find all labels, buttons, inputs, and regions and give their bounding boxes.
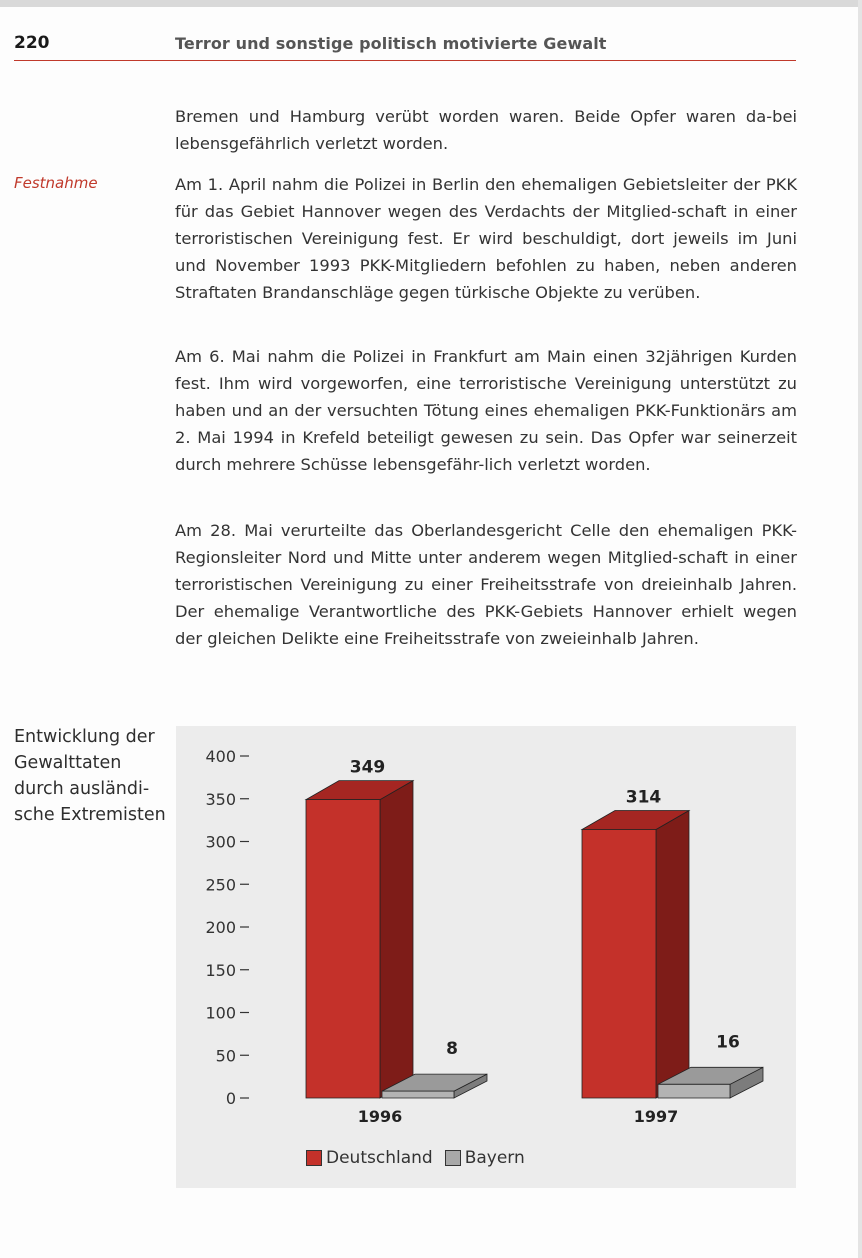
data-label-bayern: 8 <box>446 1039 458 1060</box>
legend-swatch-deutschland <box>306 1150 322 1166</box>
paragraph-3: Am 6. Mai nahm die Polizei in Frankfurt am Main einen 32jährigen Kurden fest. Ihm wird vorgeworfen, eine terroristische Vereinigung unterstützt zu haben und an der versuchten Tötung eines ehemaligen PKK-Funktionärs am 2. Mai 1994 in Krefeld beteiligt gewesen zu sein. Das Opfer war seinerzeit durch mehrere Schüsse lebensgefähr-lich verletzt worden. <box>175 347 797 474</box>
y-tick-label: 100 <box>205 1003 236 1023</box>
bar-chart <box>176 726 796 1146</box>
running-head: Terror und sonstige politisch motivierte Gewalt <box>175 34 607 53</box>
margin-note-festnahme: Festnahme <box>14 174 98 192</box>
legend-label-deutschland: Deutschland <box>326 1148 433 1168</box>
scan-top-shade <box>0 0 862 7</box>
y-tick-label: 300 <box>205 832 236 852</box>
page-number: 220 <box>14 33 50 53</box>
paragraph-2: Am 1. April nahm die Polizei in Berlin den ehemaligen Gebietsleiter der PKK für das Gebiet Hannover wegen des Verdachts der Mitglied-schaft in einer terroristischen Vereinigung fest. Er wird beschuldigt, dort jeweils im Juni und November 1993 PKK-Mitgliedern befohlen zu haben, neben anderen Straftaten Brandanschläge gegen türkische Objekte zu verüben. <box>175 175 797 302</box>
chart-legend <box>306 1148 537 1168</box>
y-tick-label: 50 <box>215 1046 236 1066</box>
chart-area <box>176 726 796 1188</box>
x-category-label: 1996 <box>357 1107 403 1126</box>
bar-side-deutschland <box>656 811 689 1098</box>
x-category-label: 1997 <box>633 1107 679 1126</box>
y-tick-label: 150 <box>205 960 236 980</box>
header-rule <box>14 60 796 61</box>
y-tick-label: 400 <box>205 747 236 766</box>
y-tick-label: 200 <box>205 918 236 937</box>
y-tick-label: 250 <box>205 875 236 895</box>
data-label-bayern: 16 <box>716 1032 740 1053</box>
bar-side-deutschland <box>380 781 413 1098</box>
chart-caption: Entwicklung der Gewalttaten durch ausländi-sche Extremisten <box>14 727 166 825</box>
scan-right-shade <box>858 0 862 1258</box>
bar-deutschland <box>582 830 656 1098</box>
data-label-deutschland: 314 <box>625 787 662 808</box>
legend-item-bayern <box>445 1148 525 1168</box>
bar-bayern <box>658 1084 730 1098</box>
data-label-deutschland: 349 <box>349 757 386 778</box>
bar-deutschland <box>306 800 380 1098</box>
legend-label-bayern: Bayern <box>464 1148 525 1168</box>
paragraph-1: Bremen und Hamburg verübt worden waren. Beide Opfer waren da-bei lebensgefährlich verletzt worden. <box>175 107 797 153</box>
y-tick-label: 0 <box>225 1089 236 1108</box>
bar-bayern <box>382 1091 454 1098</box>
legend-swatch-bayern <box>445 1150 461 1166</box>
legend-item-deutschland <box>306 1148 433 1168</box>
y-tick-label: 350 <box>205 789 236 809</box>
paragraph-4: Am 28. Mai verurteilte das Oberlandesgericht Celle den ehemaligen PKK-Regionsleiter Nord und Mitte unter anderem wegen Mitglied-schaft in einer terroristischen Vereinigung zu einer Freiheitsstrafe von dreieinhalb Jahren. Der ehemalige Verantwortliche des PKK-Gebiets Hannover erhielt wegen der gleichen Delikte eine Freiheitsstrafe von zweieinhalb Jahren. <box>175 521 797 648</box>
